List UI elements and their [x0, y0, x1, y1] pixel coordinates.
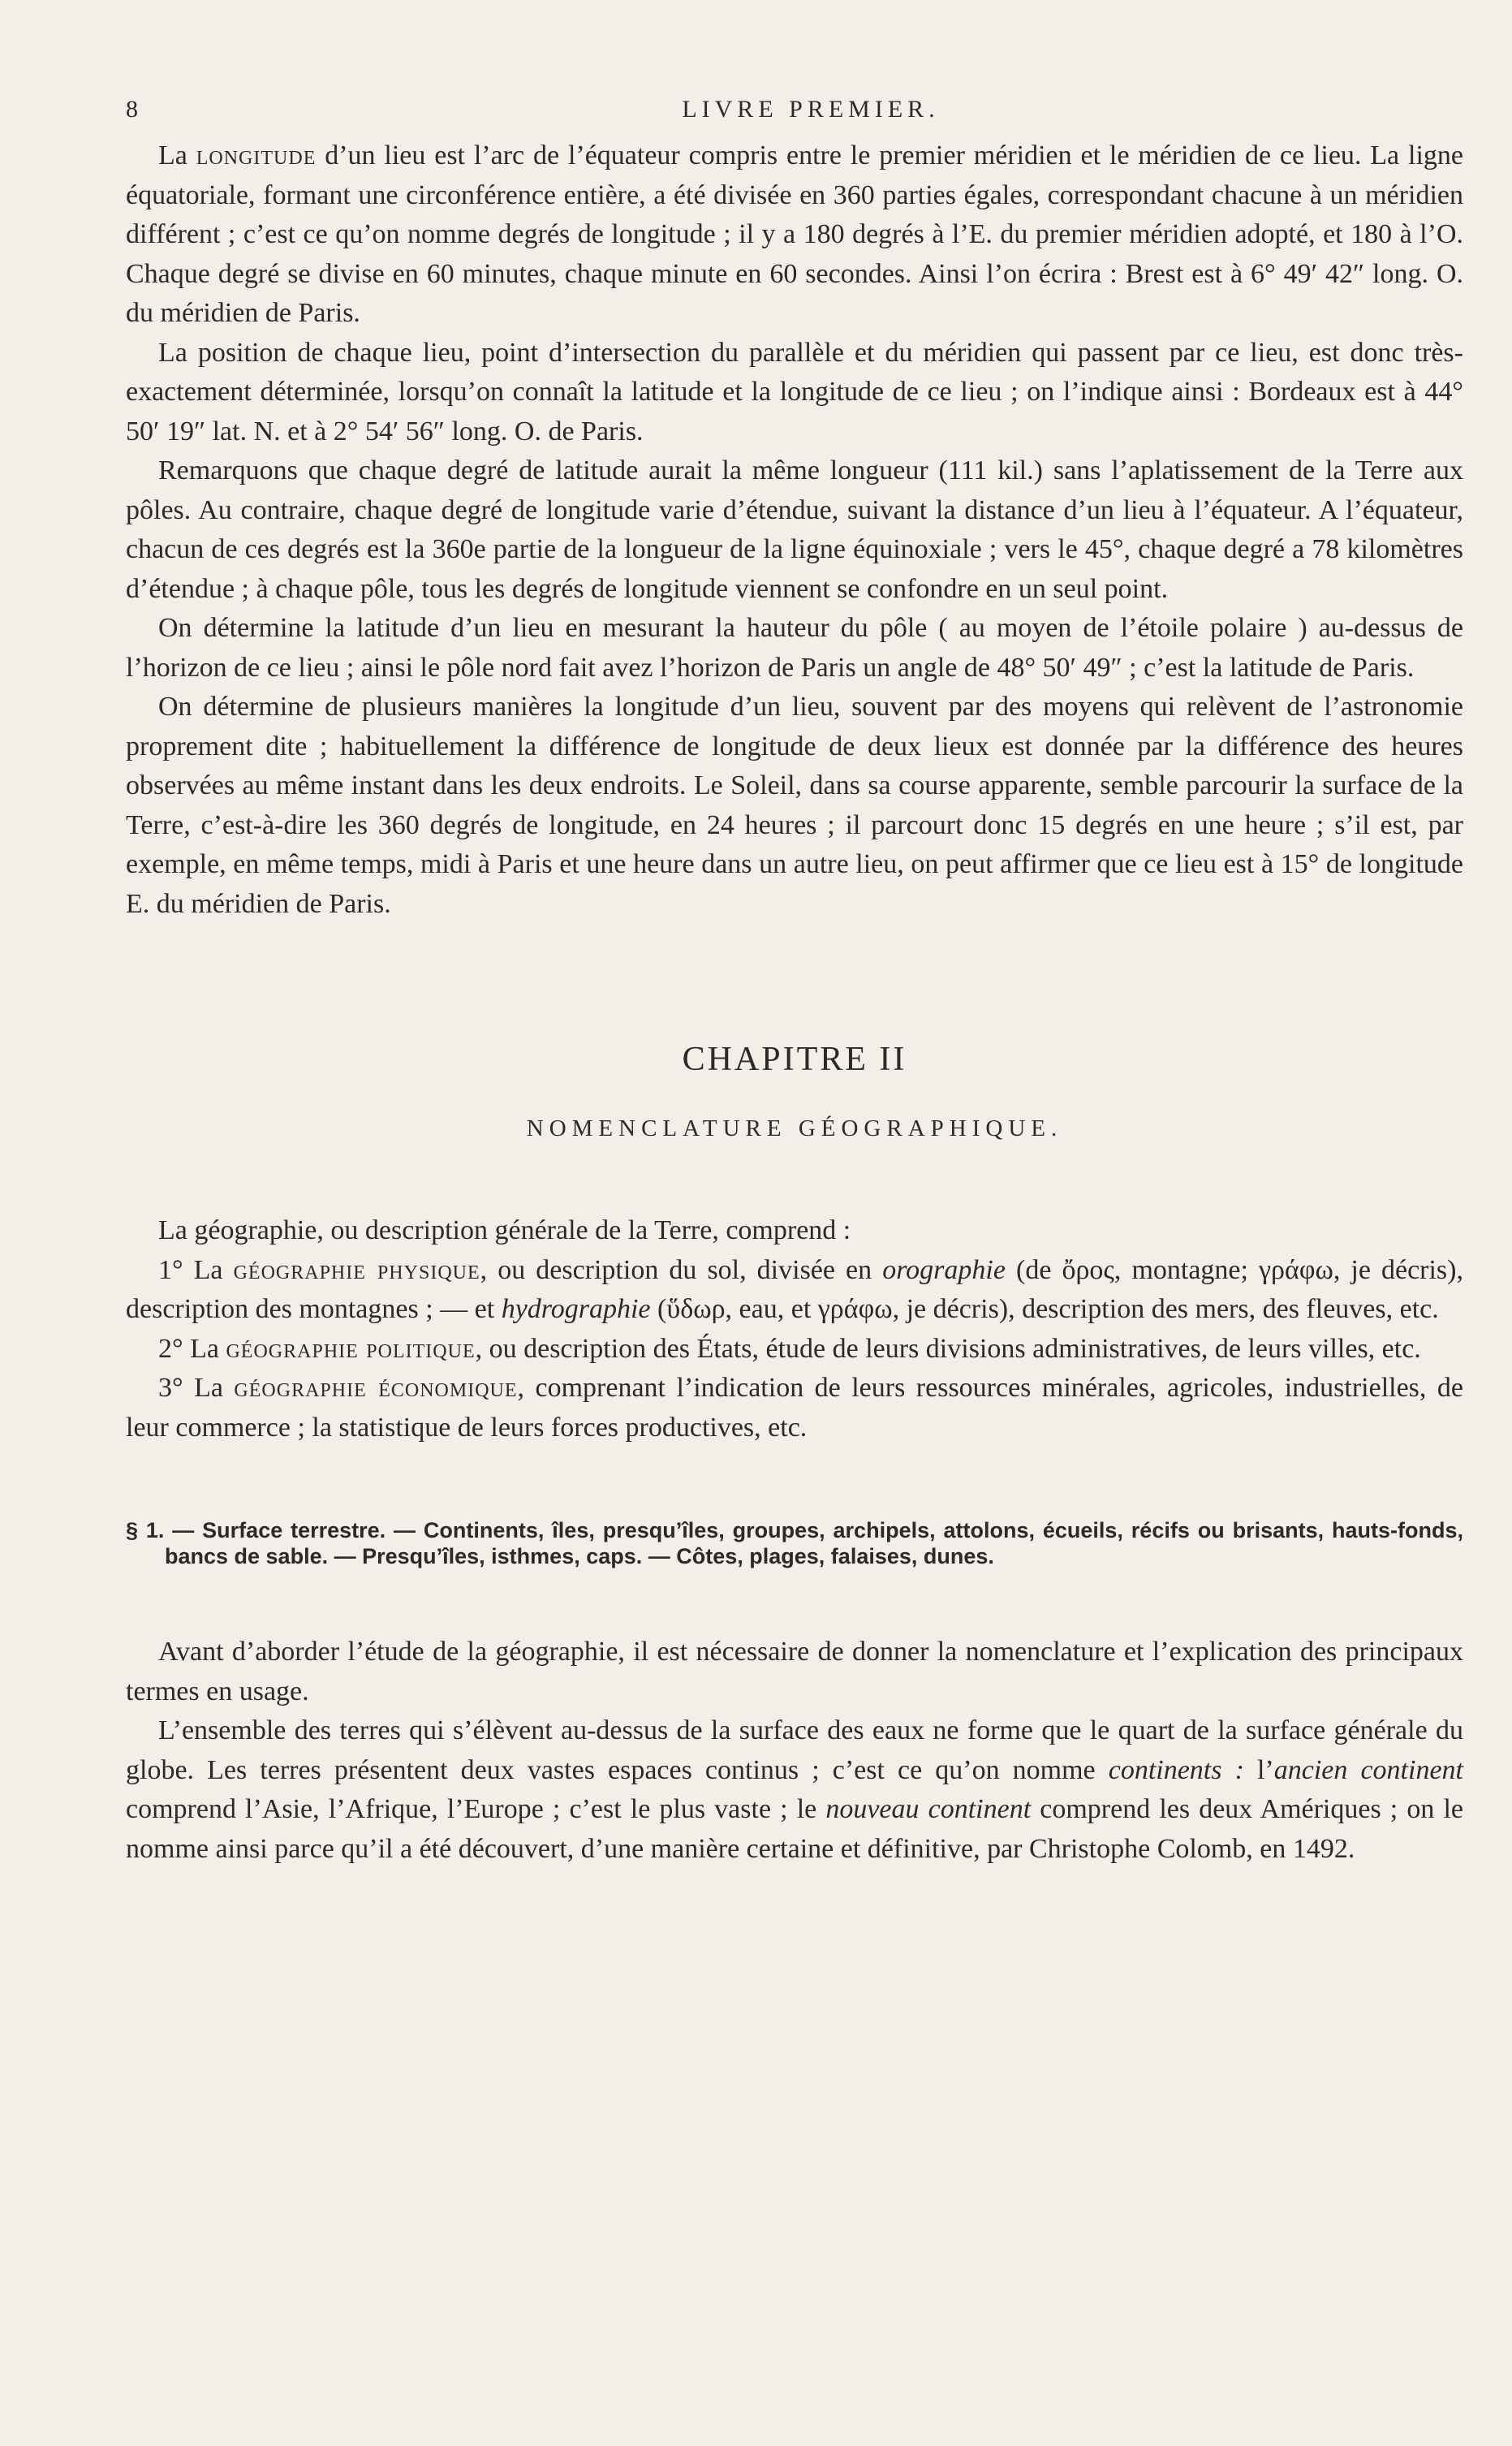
small-caps-term: géographie économique [234, 1373, 518, 1403]
italic-term: orographie [882, 1254, 1006, 1285]
text-fragment: l’ [1243, 1754, 1274, 1785]
text-fragment: (ὕδωρ, eau, et γράφω, je décris), description des mers, des fleuves, etc. [650, 1294, 1439, 1324]
small-caps-term: géographie physique [233, 1254, 480, 1285]
paragraph-nomenclature-intro: Avant d’aborder l’étude de la géographie, il est nécessaire de donner la nomenclature et l’explication des principaux termes en usage. [126, 1637, 1463, 1706]
page-number: 8 [126, 96, 138, 123]
section-summary: § 1. — Surface terrestre. — Continents, îles, presqu’îles, groupes, archipels, attolons, écueils, récifs ou brisants, hauts-fonds, bancs de sable. — Presqu’îles, isthmes, caps. — Côtes, plages, falaises, dunes. [126, 1518, 1463, 1568]
paragraph-longitude-measure: On détermine de plusieurs manières la longitude d’un lieu, souvent par des moyens qui relèvent de l’astronomie proprement dite ; habituellement la différence de longitude de deux lieux est donnée par la différence des heures observées au même instant dans les deux endroits. Le Soleil, dans sa course apparente, semble parcourir la surface de la Terre, c’est-à-dire les 360 degrés de longitude, en 24 heures ; il parcourt donc 15 degrés en une heure ; s’il est, par exemple, en même temps, midi à Paris et une heure dans un autre lieu, on peut affirmer que ce lieu est à 15° de longitude E. du méridien de Paris. [126, 692, 1463, 919]
chapter-subtitle: NOMENCLATURE GÉOGRAPHIQUE. [526, 1115, 1063, 1141]
paragraph-degree-length: Remarquons que chaque degré de latitude aurait la même longueur (111 kil.) sans l’aplatissement de la Terre aux pôles. Au contraire, chaque degré de longitude varie d’étendue, suivant la distance d’un lieu à l’équateur. A l’équateur, chacun de ces degrés est la 360e partie de la longueur de la ligne équinoxiale ; vers le 45°, chaque degré a 78 kilomètres d’étendue ; à chaque pôle, tous les degrés de longitude viennent se confondre en un seul point. [126, 455, 1463, 604]
text-fragment: 3° La [158, 1373, 235, 1403]
paragraph-continents [126, 1711, 1463, 1869]
paragraph-political-geography [126, 1330, 1463, 1370]
text-fragment: , ou description du sol, divisée en [480, 1254, 883, 1285]
italic-term: nouveau continent [825, 1794, 1032, 1824]
text-fragment: La [158, 140, 196, 170]
paragraph-position: La position de chaque lieu, point d’intersection du parallèle et du méridien qui passent par ce lieu, est donc très-exactement déterminée, lorsqu’on connaît la latitude et la longitude de ce lieu ; on l’indique ainsi : Bordeaux est à 44° 50′ 19″ lat. N. et à 2° 54′ 56″ long. O. de Paris. [126, 337, 1463, 446]
text-fragment: d’un lieu est l’arc de l’équateur compris entre le premier méridien et le méridien de ce lieu. La ligne équatoriale, formant une circonférence entière, a été divisée en 360 parties égales, correspondant chacune à un méridien différent ; c’est ce qu’on nomme degrés de longitude ; il y a 180 degrés à l’E. du premier méridien adopté, et 180 à l’O. Chaque degré se divise en 60 minutes, chaque minute en 60 secondes. Ainsi l’on écrira : Brest est à 6° 49′ 42″ long. O. du méridien de Paris. [126, 140, 1463, 328]
paragraph-latitude-measure: On détermine la latitude d’un lieu en mesurant la hauteur du pôle ( au moyen de l’étoile polaire ) au-dessus de l’horizon de ce lieu ; ainsi le pôle nord fait avez l’horizon de Paris un angle de 48° 50′ 49″ ; c’est la latitude de Paris. [126, 613, 1463, 683]
chapter-title: CHAPITRE II [682, 1041, 907, 1078]
paragraph-longitude [126, 136, 1463, 334]
running-head [126, 96, 1463, 136]
text-fragment: comprend l’Asie, l’Afrique, l’Europe ; c’est le plus vaste ; le [126, 1794, 826, 1824]
small-caps-term: longitude [196, 140, 317, 170]
italic-term: ancien continent [1273, 1754, 1463, 1785]
running-title: LIVRE PREMIER. [682, 96, 940, 123]
paragraph-economic-geography [126, 1369, 1463, 1447]
text-fragment: , comprenant l’indication de leurs ressources minérales, agricoles, industrielles, de leur commerce ; la statistique de leurs forces productives, etc. [126, 1373, 1463, 1443]
text-fragment: , ou description des États, étude de leurs divisions administratives, de leurs villes, etc. [475, 1333, 1421, 1364]
small-caps-term: géographie politique [226, 1333, 476, 1364]
paragraph-geography-intro: La géographie, ou description générale de la Terre, comprend : [158, 1215, 851, 1245]
text-fragment: 2° La [158, 1333, 226, 1364]
text-fragment: comprend les deux Amériques ; on le nomme ainsi parce qu’il a été découvert, d’une manière certaine et définitive, par Christophe Colomb, en 1492. [126, 1794, 1463, 1864]
text-fragment: L’ensemble des terres qui s’élèvent au-dessus de la surface des eaux ne forme que le quart de la surface générale du globe. Les terres présentent deux vastes espaces continus ; c’est ce qu’on nomme [126, 1715, 1463, 1785]
italic-term: continents : [1108, 1754, 1244, 1785]
italic-term: hydrographie [501, 1294, 651, 1324]
text-fragment: 1° La [158, 1254, 234, 1285]
paragraph-physical-geography [126, 1251, 1463, 1330]
text-fragment: (de ὄρος, montagne; γράφω, je décris), description des montagnes ; — et [126, 1254, 1463, 1324]
